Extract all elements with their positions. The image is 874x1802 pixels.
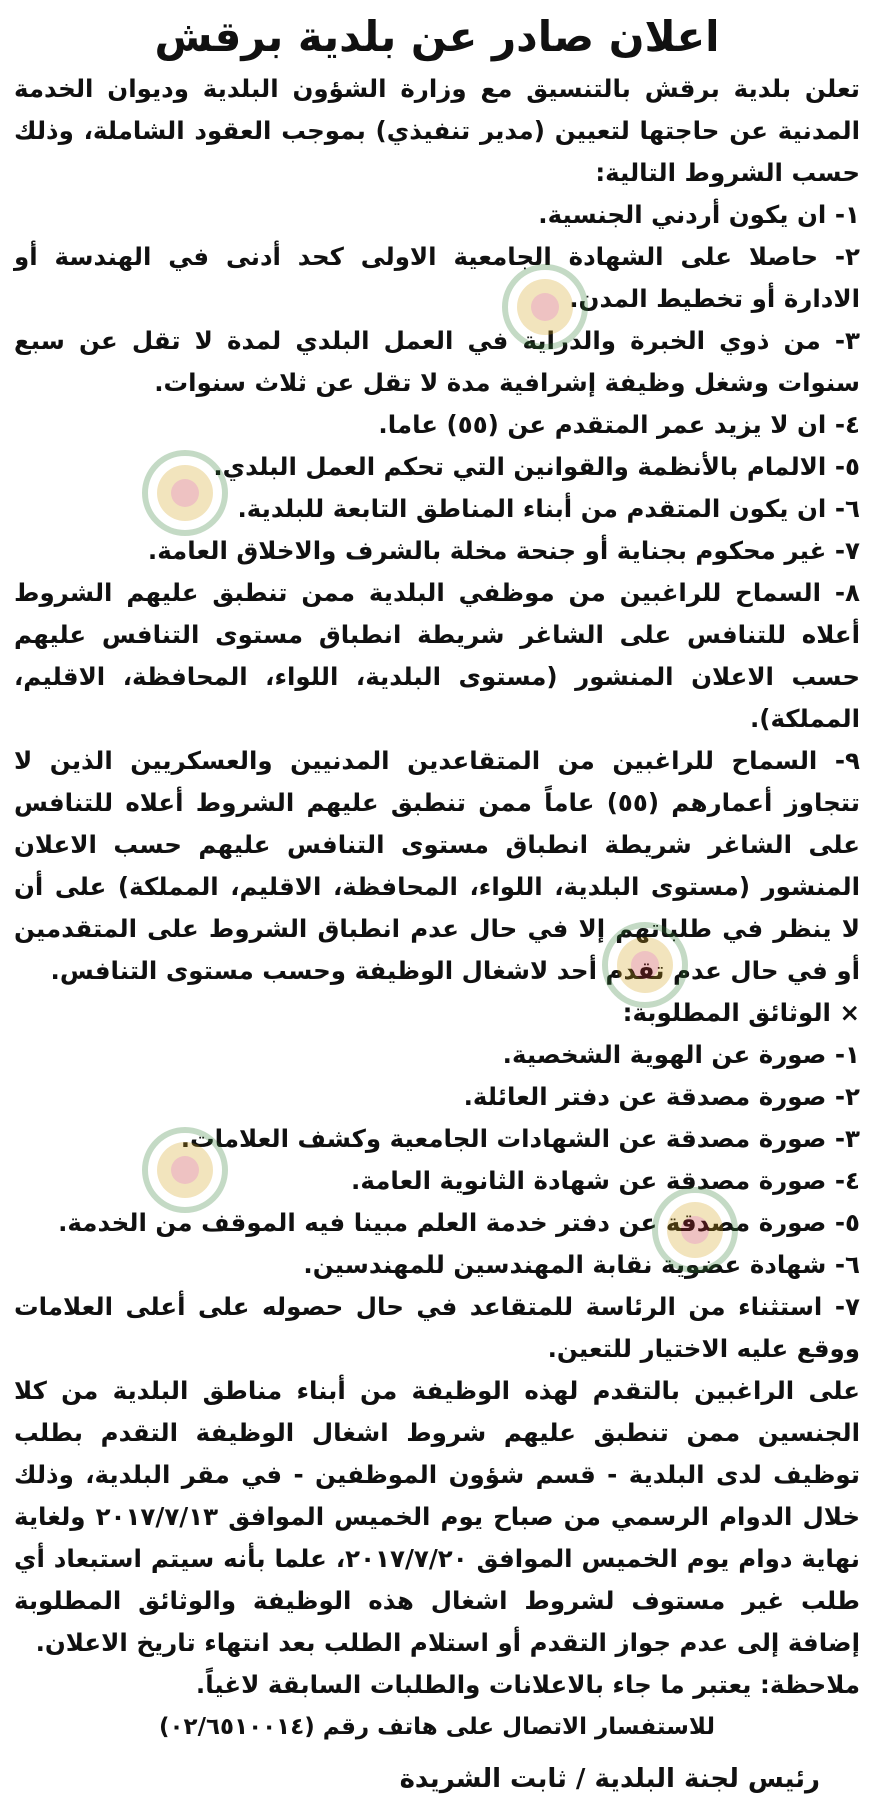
application-paragraph: على الراغبين بالتقدم لهذه الوظيفة من أبناء مناطق البلدية من كلا الجنسين ممن تنطبق عليهم شروط اشغال الوظيفة التقدم بطلب توظيف لدى البلدية - قسم شؤون الموظفين - في مقر البلدية، وذلك خلال الدوام الرسمي من صباح يوم الخميس الموافق ٢٠١٧/٧/١٣ ولغاية نهاية دوام يوم الخميس الموافق ٢٠١٧/٧/٢٠، علما بأنه سيتم استبعاد أي طلب غير مستوف لشروط اشغال هذه الوظيفة والوثائق المطلوبة إضافة إلى عدم جواز التقدم أو استلام الطلب بعد انتهاء تاريخ الاعلان.: [14, 1376, 860, 1657]
document-item: ٧- استثناء من الرئاسة للمتقاعد في حال حصوله على أعلى العلامات ووقع عليه الاختيار للتعين.: [14, 1292, 860, 1363]
condition-item: ٤- ان لا يزيد عمر المتقدم عن (٥٥) عاما.: [378, 410, 860, 439]
conditions-list: [14, 194, 860, 992]
condition-item: ١- ان يكون أردني الجنسية.: [538, 200, 860, 229]
condition-item: ٧- غير محكوم بجناية أو جنحة مخلة بالشرف والاخلاق العامة.: [147, 536, 860, 565]
documents-list: [14, 1034, 860, 1370]
document-item: ٣- صورة مصدقة عن الشهادات الجامعية وكشف العلامات.: [180, 1124, 860, 1153]
signature-line: رئيس لجنة البلدية / ثابت الشريدة: [399, 1764, 820, 1794]
document-item: ٢- صورة مصدقة عن دفتر العائلة.: [463, 1082, 860, 1111]
document-item: ٥- صورة مصدقة عن دفتر خدمة العلم مبينا فيه الموقف من الخدمة.: [58, 1208, 860, 1237]
condition-item: ٢- حاصلا على الشهادة الجامعية الاولى كحد أدنى في الهندسة أو الادارة أو تخطيط المدن.: [14, 242, 860, 313]
document-item: ٦- شهادة عضوية نقابة المهندسين للمهندسين.: [303, 1250, 860, 1279]
condition-item: ٦- ان يكون المتقدم من أبناء المناطق التابعة للبلدية.: [237, 494, 860, 523]
condition-item: ٣- من ذوي الخبرة والدراية في العمل البلدي لمدة لا تقل عن سبع سنوات وشغل وظيفة إشرافية مدة لا تقل عن ثلاث سنوات.: [14, 326, 860, 397]
document-item: ١- صورة عن الهوية الشخصية.: [502, 1040, 860, 1069]
condition-item: ٩- السماح للراغبين من المتقاعدين المدنيين والعسكريين الذين لا تتجاوز أعمارهم (٥٥) عاماً ممن تنطبق عليهم الشروط أعلاه للتنافس على الشاغر شريطة انطباق مستوى التنافس عليهم حسب الاعلان المنشور (مستوى البلدية، اللواء، المحافظة، الاقليم، المملكة) على أن لا ينظر في طلباتهم إلا في حال عدم انطباق الشروط على المتقدمين أو في حال عدم تقدم أحد لاشغال الوظيفة وحسب مستوى التنافس.: [14, 746, 861, 985]
documents-heading: × الوثائق المطلوبة:: [622, 998, 860, 1027]
note-text: ملاحظة: يعتبر ما جاء بالاعلانات والطلبات السابقة لاغياً.: [195, 1670, 860, 1699]
intro-paragraph: تعلن بلدية برقش بالتنسيق مع وزارة الشؤون البلدية وديوان الخدمة المدنية عن حاجتها لتعيين (مدير تنفيذي) بموجب العقود الشاملة، وذلك حسب الشروط التالية:: [14, 74, 860, 187]
document-item: ٤- صورة مصدقة عن شهادة الثانوية العامة.: [351, 1166, 860, 1195]
condition-item: ٥- الالمام بالأنظمة والقوانين التي تحكم العمل البلدي.: [213, 452, 860, 481]
contact-line: للاستفسار الاتصال على هاتف رقم (٠٢/٦٥١٠٠١٤): [159, 1714, 715, 1740]
condition-item: ٨- السماح للراغبين من موظفي البلدية ممن تنطبق عليهم الشروط أعلاه للتنافس على الشاغر شريطة انطباق مستوى التنافس عليهم حسب الاعلان المنشور (مستوى البلدية، اللواء، المحافظة، الاقليم، المملكة).: [14, 578, 860, 733]
page-title: اعلان صادر عن بلدية برقش: [154, 12, 720, 61]
